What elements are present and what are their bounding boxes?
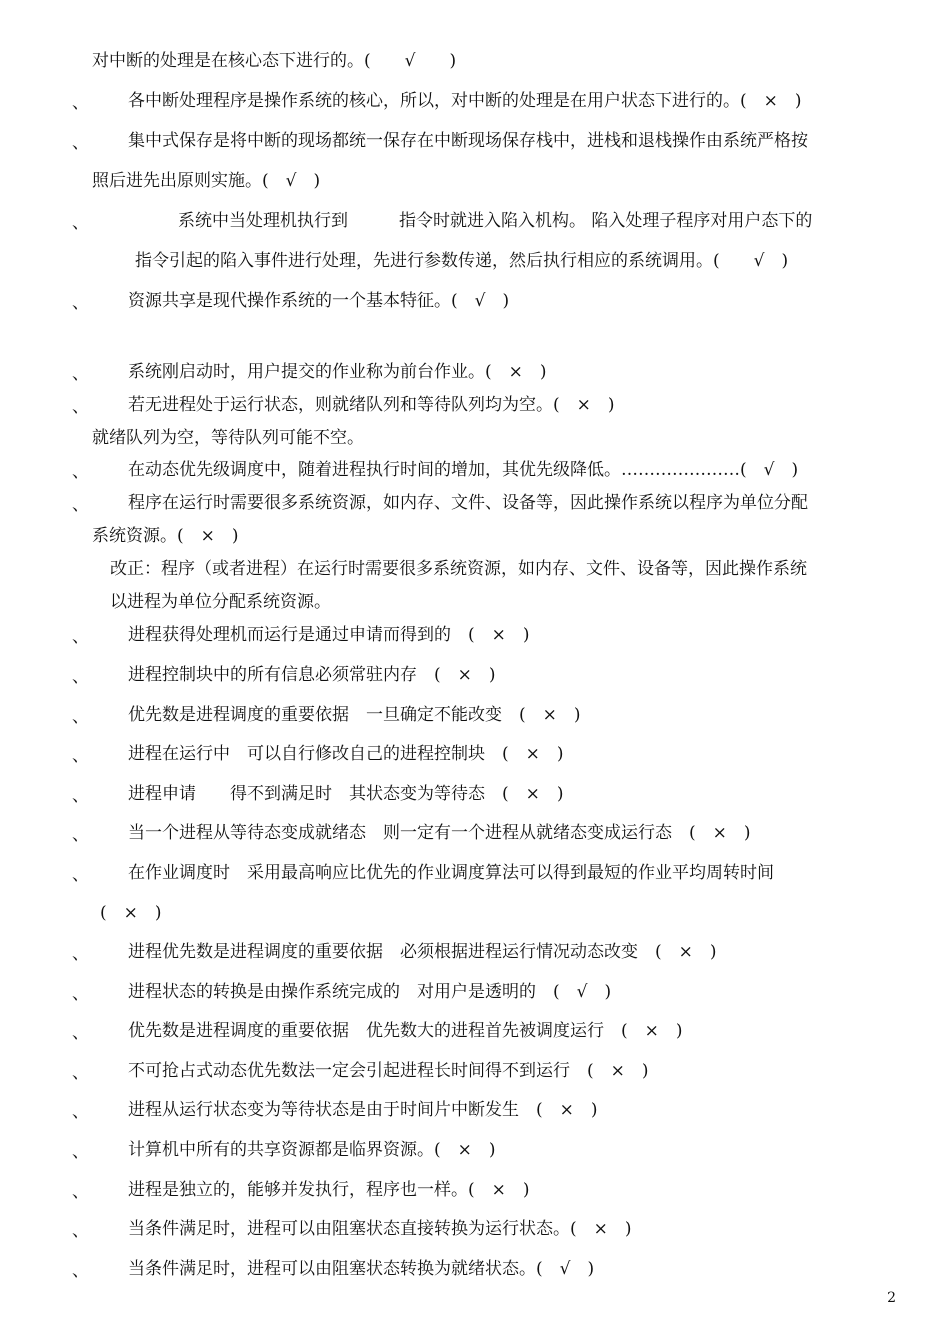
line-8: 若无进程处于运行状态，则就绪队列和等待队列均为空。( × ) [128, 395, 615, 415]
line-10: 在动态优先级调度中，随着进程执行时间的增加，其优先级降低。…………………( √ ) [128, 460, 799, 480]
line-23: 进程优先数是进程调度的重要依据 必须根据进程运行情况动态改变 ( × ) [128, 942, 717, 962]
item-marker: 、 [72, 865, 89, 885]
line-15: 进程获得处理机而运行是通过申请而得到的 ( × ) [128, 625, 530, 645]
line-16: 进程控制块中的所有信息必须常驻内存 ( × ) [128, 665, 496, 685]
line-30: 当条件满足时，进程可以由阻塞状态直接转换为运行状态。( × ) [128, 1219, 632, 1239]
line-11: 程序在运行时需要很多系统资源，如内存、文件、设备等，因此操作系统以程序为单位分配 [128, 493, 808, 513]
item-marker: 、 [72, 462, 89, 482]
line-24: 进程状态的转换是由操作系统完成的 对用户是透明的 ( √ ) [128, 982, 612, 1002]
item-marker: 、 [72, 1102, 89, 1122]
line-28: 计算机中所有的共享资源都是临界资源。( × ) [128, 1140, 496, 1160]
item-marker: 、 [72, 213, 89, 233]
line-4: 系统中当处理机执行到 指令时就进入陷入机构。 陷入处理子程序对用户态下的 [178, 211, 813, 231]
line-7: 系统刚启动时，用户提交的作业称为前台作业。( × ) [128, 362, 547, 382]
line-20: 当一个进程从等待态变成就绪态 则一定有一个进程从就绪态变成运行态 ( × ) [128, 823, 751, 843]
item-marker: 、 [72, 1261, 89, 1281]
line-31: 当条件满足时，进程可以由阻塞状态转换为就绪状态。( √ ) [128, 1259, 595, 1279]
line-14: 以进程为单位分配系统资源。 [110, 592, 331, 612]
item-marker: 、 [72, 825, 89, 845]
item-marker: 、 [72, 667, 89, 687]
item-marker: 、 [72, 944, 89, 964]
line-1: 各中断处理程序是操作系统的核心，所以，对中断的处理是在用户状态下进行的。( × ) [128, 91, 802, 111]
item-marker: 、 [72, 746, 89, 766]
line-9: 就绪队列为空，等待队列可能不空。 [92, 428, 364, 448]
item-marker: 、 [72, 707, 89, 727]
item-marker: 、 [72, 1182, 89, 1202]
line-29: 进程是独立的，能够并发执行，程序也一样。( × ) [128, 1180, 530, 1200]
item-marker: 、 [72, 1142, 89, 1162]
item-marker: 、 [72, 984, 89, 1004]
item-marker: 、 [72, 93, 89, 113]
line-25: 优先数是进程调度的重要依据 优先数大的进程首先被调度运行 ( × ) [128, 1021, 683, 1041]
line-27: 进程从运行状态变为等待状态是由于时间片中断发生 ( × ) [128, 1100, 598, 1120]
line-22: ( × ) [100, 903, 162, 923]
line-19: 进程申请 得不到满足时 其状态变为等待态 ( × ) [128, 784, 564, 804]
item-marker: 、 [72, 1063, 89, 1083]
line-26: 不可抢占式动态优先数法一定会引起进程长时间得不到运行 ( × ) [128, 1061, 649, 1081]
item-marker: 、 [72, 1221, 89, 1241]
item-marker: 、 [72, 364, 89, 384]
item-marker: 、 [72, 397, 89, 417]
item-marker: 、 [72, 293, 89, 313]
line-12: 系统资源。( × ) [92, 526, 239, 546]
item-marker: 、 [72, 786, 89, 806]
line-13: 改正：程序（或者进程）在运行时需要很多系统资源，如内存、文件、设备等，因此操作系统 [110, 559, 807, 579]
item-marker: 、 [72, 495, 89, 515]
line-0: 对中断的处理是在核心态下进行的。( √ ) [92, 51, 457, 71]
item-marker: 、 [72, 133, 89, 153]
item-marker: 、 [72, 1023, 89, 1043]
item-marker: 、 [72, 627, 89, 647]
line-2: 集中式保存是将中断的现场都统一保存在中断现场保存栈中，进栈和退栈操作由系统严格按 [128, 131, 808, 151]
line-18: 进程在运行中 可以自行修改自己的进程控制块 ( × ) [128, 744, 564, 764]
line-21: 在作业调度时 采用最高响应比优先的作业调度算法可以得到最短的作业平均周转时间 [128, 863, 774, 883]
line-5: 指令引起的陷入事件进行处理，先进行参数传递，然后执行相应的系统调用。( √ ) [135, 251, 789, 271]
line-6: 资源共享是现代操作系统的一个基本特征。( √ ) [128, 291, 510, 311]
line-17: 优先数是进程调度的重要依据 一旦确定不能改变 ( × ) [128, 705, 581, 725]
page-number: 2 [887, 1290, 896, 1306]
line-3: 照后进先出原则实施。( √ ) [92, 171, 321, 191]
